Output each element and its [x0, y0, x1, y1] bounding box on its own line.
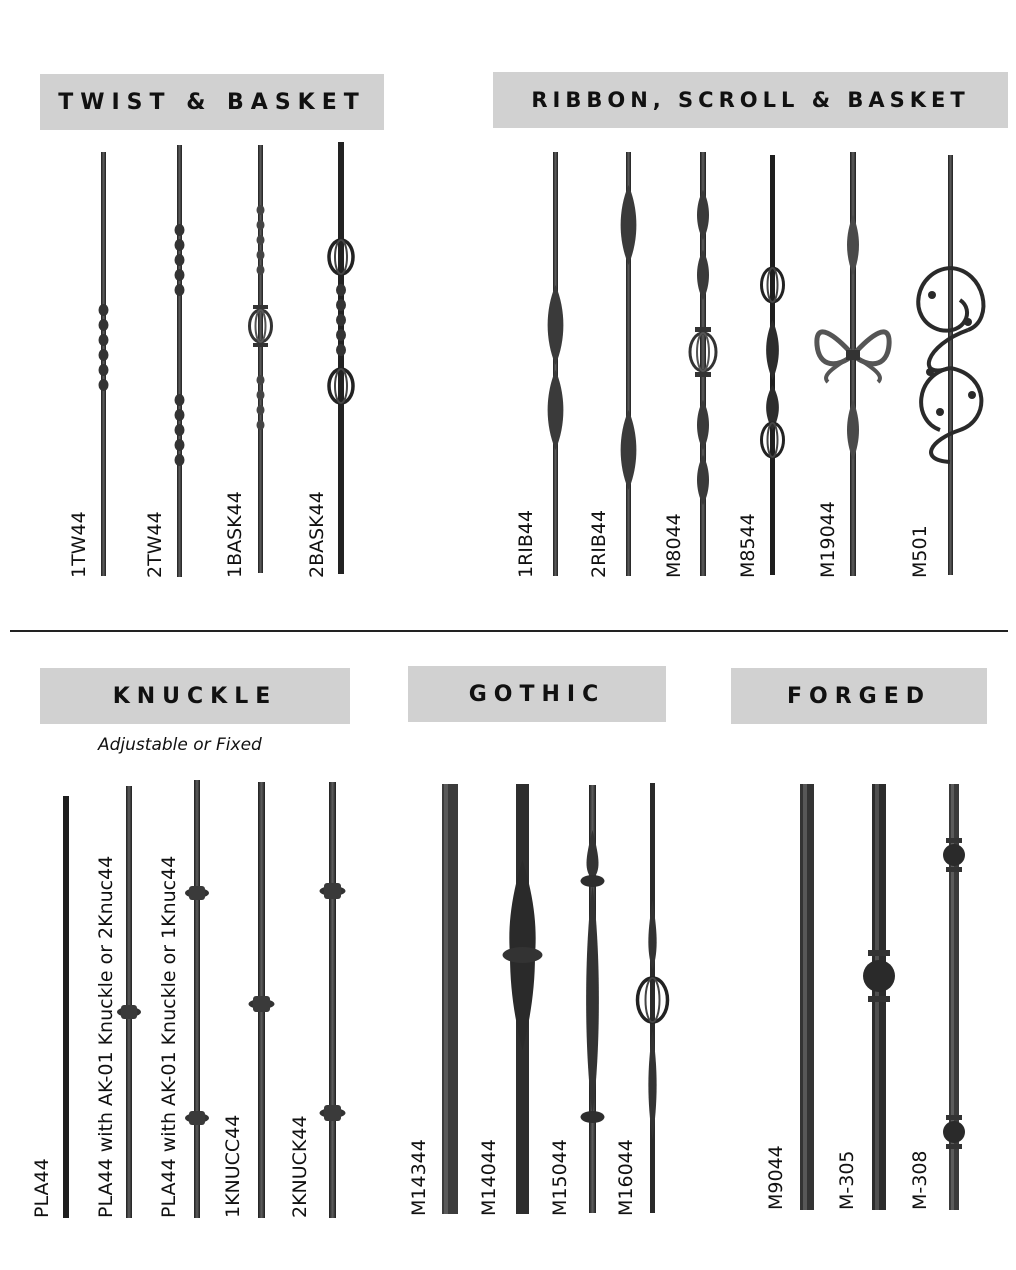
baluster-m-305 [863, 784, 895, 1210]
label-2tw44: 2TW44 [144, 511, 166, 578]
baluster-m8044 [690, 152, 716, 576]
baluster-m9044 [800, 784, 814, 1210]
label-1bask44: 1BASK44 [224, 491, 246, 578]
baluster-1bask44 [250, 145, 272, 573]
label-m14344: M14344 [408, 1139, 430, 1216]
label-pla44-2knuc: PLA44 with AK-01 Knuckle or 2Knuc44 [95, 855, 117, 1218]
label-1knucc44: 1KNUCC44 [222, 1114, 244, 1218]
baluster-2knuck44 [320, 782, 346, 1218]
label-2bask44: 2BASK44 [306, 491, 328, 578]
label-m15044: M15044 [549, 1139, 571, 1216]
header-ribbon-scroll-basket-text: RIBBON, SCROLL & BASKET [531, 88, 970, 112]
label-m8044: M8044 [663, 513, 685, 578]
baluster-m16044 [638, 783, 668, 1213]
baluster-1rib44 [548, 152, 564, 576]
label-m501: M501 [909, 525, 931, 578]
label-m-308: M-308 [909, 1150, 931, 1210]
baluster-m15044 [581, 785, 605, 1213]
baluster-pla44-1knuc [185, 780, 209, 1218]
header-twist-basket-text: TWIST & BASKET [58, 89, 366, 115]
label-pla44-1knuc: PLA44 with AK-01 Knuckle or 1Knuc44 [158, 855, 180, 1218]
header-forged-text: FORGED [786, 683, 932, 709]
label-m19044: M19044 [817, 501, 839, 578]
baluster-m14044 [503, 784, 543, 1214]
header-gothic-text: GOTHIC [468, 681, 606, 707]
label-m-305: M-305 [836, 1150, 858, 1210]
baluster-m8544 [762, 155, 784, 575]
baluster-2rib44 [621, 152, 637, 576]
baluster-pla44 [63, 796, 69, 1218]
label-1tw44: 1TW44 [68, 511, 90, 578]
knuckle-subtitle: Adjustable or Fixed [98, 735, 262, 755]
baluster-2tw44 [175, 145, 185, 577]
baluster-m501 [918, 155, 983, 575]
label-2rib44: 2RIB44 [588, 509, 610, 578]
baluster-1knucc44 [249, 782, 275, 1218]
baluster-1tw44 [99, 152, 109, 576]
label-2knuck44: 2KNUCK44 [289, 1115, 311, 1218]
label-1rib44: 1RIB44 [515, 509, 537, 578]
baluster-m14344 [442, 784, 458, 1214]
baluster-m-308 [943, 784, 965, 1210]
label-m14044: M14044 [478, 1139, 500, 1216]
baluster-2bask44 [329, 142, 353, 574]
label-m8544: M8544 [737, 513, 759, 578]
label-m16044: M16044 [615, 1139, 637, 1216]
baluster-pla44-2knuc [117, 786, 141, 1218]
header-knuckle-text: KNUCKLE [112, 683, 278, 709]
label-m9044: M9044 [765, 1145, 787, 1210]
label-pla44: PLA44 [31, 1158, 53, 1218]
